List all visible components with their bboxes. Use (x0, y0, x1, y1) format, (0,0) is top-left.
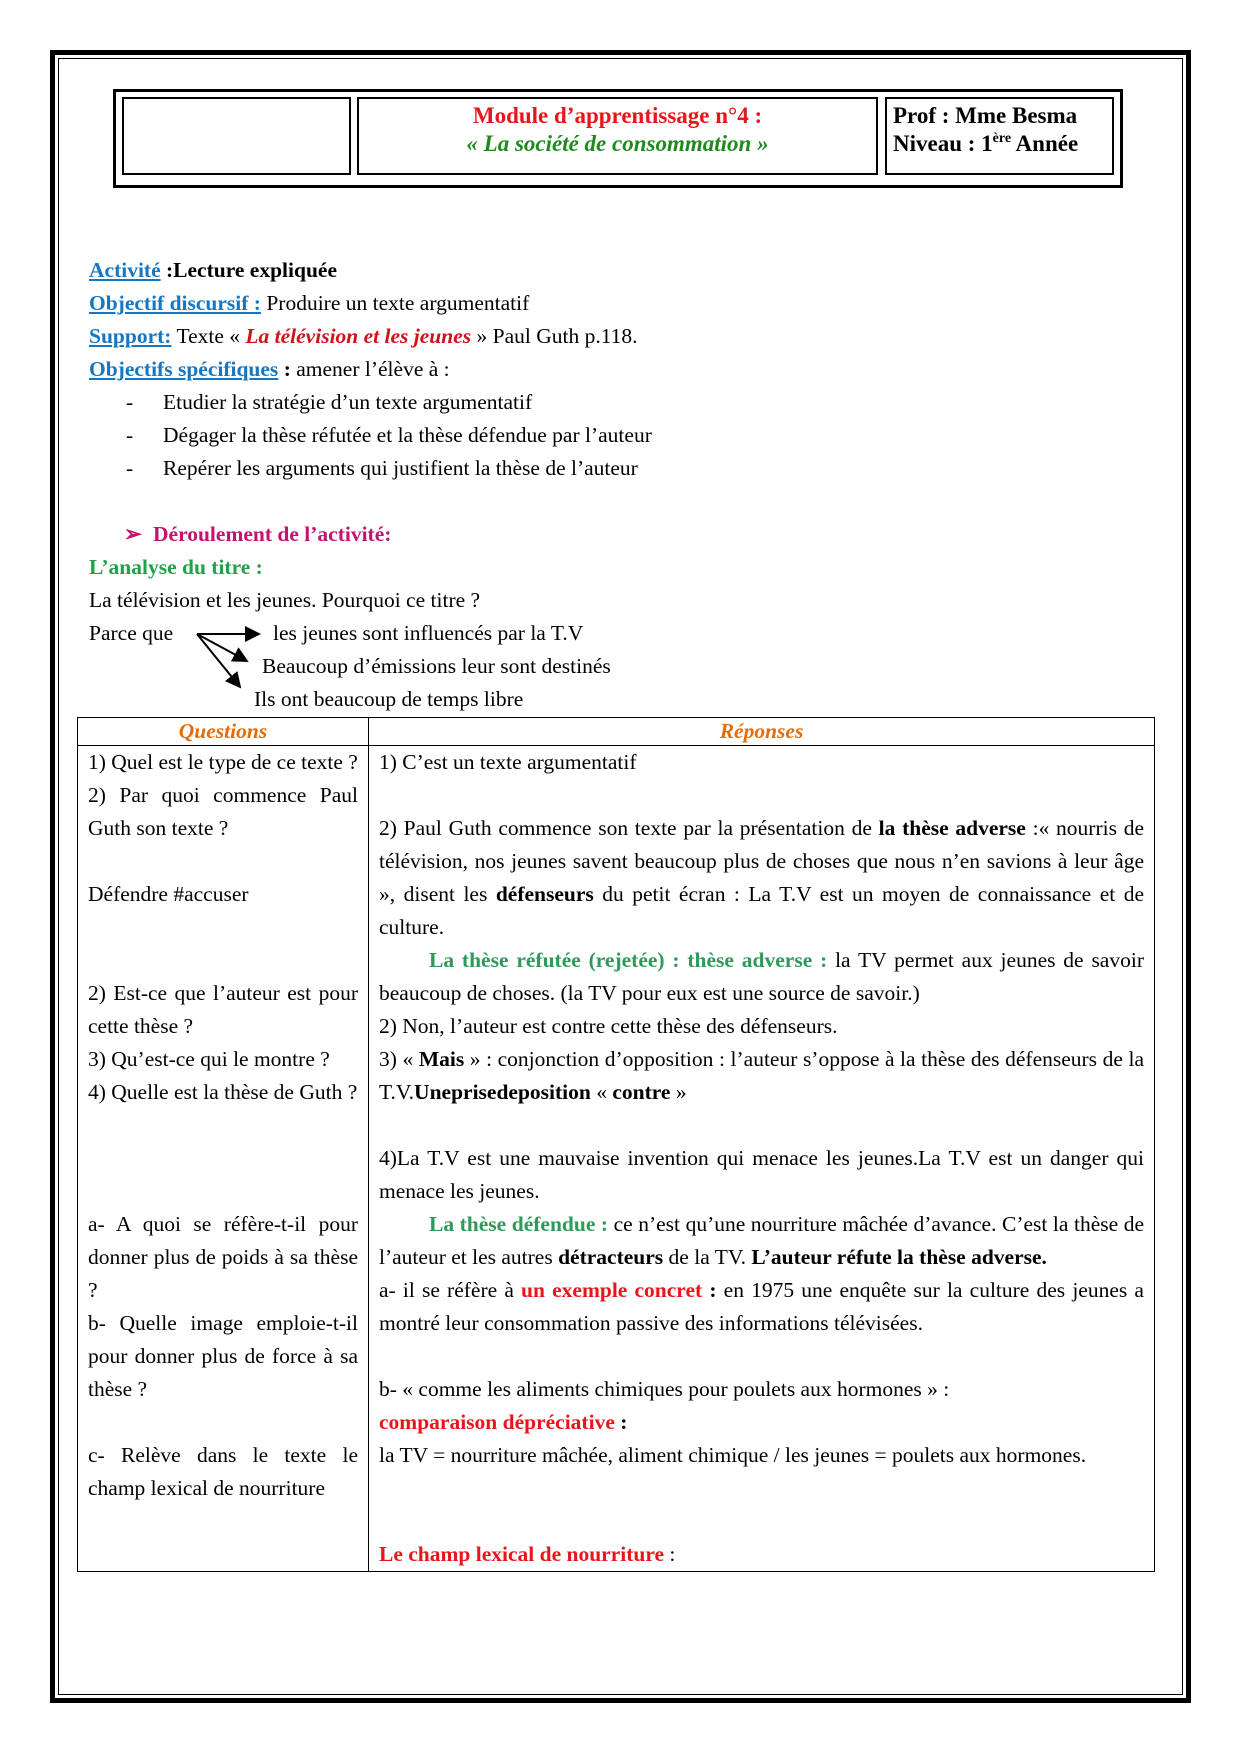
comparaison-detail: la TV = nourriture mâchée, aliment chimique / les jeunes = poulets aux hormones. (379, 1443, 1087, 1467)
reason-2: Beaucoup d’émissions leur sont destinés (262, 654, 611, 678)
ra-a: a- il se réfère à (379, 1278, 522, 1302)
these-defendue (379, 1208, 1144, 1274)
intro-section (89, 254, 1149, 716)
auteur-refute: L’auteur réfute la thèse adverse. (751, 1245, 1047, 1269)
question-1: 1) Quel est le type de ce texte ? (88, 750, 358, 774)
questions-answers-table (77, 717, 1155, 1572)
activite-label: Activité (89, 258, 161, 282)
defenseurs: défenseurs (495, 882, 594, 906)
prise-de-position: Uneprisedeposition (414, 1080, 591, 1104)
deroulement-title: Déroulement de l’activité: (153, 522, 392, 546)
rc-b: : (664, 1542, 676, 1566)
bullet-dash: - (126, 390, 134, 414)
bullet-text: Repérer les arguments qui justifient la thèse de l’auteur (163, 456, 638, 480)
question-4: 4) Quelle est la thèse de Guth ? (88, 1080, 358, 1104)
header-logo-cell (122, 97, 351, 175)
module-subtitle: « La société de consommation » (466, 131, 769, 156)
bullet-text: Etudier la stratégie d’un texte argumentatif (163, 390, 533, 414)
ra-d: en 1975 une enquête sur la culture des jeunes a montré leur consommation passive des informations télévisées. (379, 1278, 1144, 1335)
support-label: Support: (89, 324, 172, 348)
header-prof-cell (885, 97, 1114, 175)
support-line (89, 320, 1149, 353)
r2-c: :« nourris de télévision, nos jeunes savent beaucoup plus de choses que nous n’en savions à leur âge », disent les (379, 816, 1144, 906)
reason-3: Ils ont beaucoup de temps libre (254, 687, 524, 711)
comparaison-depreciative: comparaison dépréciative (379, 1410, 615, 1434)
response-2b: 2) Non, l’auteur est contre cette thèse des défenseurs. (379, 1014, 838, 1038)
r2-e: du petit écran : La T.V est un moyen de connaissance et de culture. (379, 882, 1144, 939)
objectif-value: Produire un texte argumentatif (260, 291, 530, 315)
question-2b: 2) Est-ce que l’auteur est pour cette thèse ? (88, 981, 358, 1038)
deroulement-heading (89, 518, 1149, 551)
r2-a: 2) Paul Guth commence son texte par la présentation de (379, 816, 879, 840)
r3-e: « (590, 1080, 613, 1104)
question-a: a- A quoi se réfère-t-il pour donner plus de poids à sa thèse ? (88, 1212, 358, 1302)
r4-a: ce n’est qu’une nourriture mâchée d’avance. C’est la thèse de l’auteur et les autres (379, 1212, 1144, 1269)
bullet-dash: - (126, 423, 134, 447)
these-refutee-text: la TV permet aux jeunes de savoir beaucoup de choses. (la TV pour eux est une source de savoir.) (379, 948, 1144, 1005)
r4-c: de la TV. (663, 1245, 752, 1269)
response-3 (379, 1043, 1144, 1109)
champ-lexical-label: Le champ lexical de nourriture (379, 1542, 665, 1566)
support-pre: Texte « (171, 324, 246, 348)
objectif-label: Objectif discursif : (89, 291, 261, 315)
bullet-text: Dégager la thèse réfutée et la thèse défendue par l’auteur (163, 423, 652, 447)
r3-c: » : conjonction d’opposition : l’auteur s’oppose à la thèse des défenseurs de la T.V. (379, 1047, 1144, 1104)
r3-a: 3) « (379, 1047, 419, 1071)
these-adverse: la thèse adverse (878, 816, 1026, 840)
header-table (113, 89, 1123, 188)
responses-cell (369, 746, 1155, 1572)
question-2-note: Défendre #accuser (88, 882, 249, 906)
comparaison-line (379, 1406, 1144, 1439)
specifiques-line (89, 353, 1149, 386)
these-refutee-label: La thèse réfutée (rejetée) : thèse adverse : (429, 948, 828, 972)
table-row (78, 746, 1155, 1572)
question-2: 2) Par quoi commence Paul Guth son texte ? (88, 783, 358, 840)
response-4: 4)La T.V est une mauvaise invention qui menace les jeunes.La T.V est un danger qui menace les jeunes. (379, 1146, 1144, 1203)
specifiques-value: amener l’élève à : (290, 357, 450, 381)
contre: contre (612, 1080, 671, 1104)
arrow-bullet-icon: ➢ (124, 522, 143, 546)
header-module-cell (357, 97, 878, 175)
bullet-item (89, 419, 1149, 452)
these-refutee (379, 944, 1144, 1010)
questions-header: Questions (78, 718, 369, 746)
objectif-line (89, 287, 1149, 320)
question-c: c- Relève dans le texte le champ lexical de nourriture (88, 1443, 358, 1500)
reasons-diagram (89, 617, 1149, 716)
activite-line (89, 254, 1149, 287)
prof-name: Prof : Mme Besma (893, 103, 1078, 128)
specifiques-colon: : (278, 357, 291, 381)
rb-c: : (614, 1410, 628, 1434)
ra-c: : (702, 1278, 717, 1302)
parce-que: Parce que (89, 621, 174, 645)
niveau (893, 130, 1112, 158)
response-a (379, 1274, 1144, 1340)
champ-lexical-line (379, 1538, 1144, 1571)
specifiques-label: Objectifs spécifiques (89, 357, 279, 381)
detracteurs: détracteurs (558, 1245, 664, 1269)
analyse-title: L’analyse du titre : (89, 555, 263, 579)
bullet-item (89, 452, 1149, 485)
question-b: b- Quelle image emploie-t-il pour donner plus de force à sa thèse ? (88, 1311, 358, 1401)
niveau-suffix: Année (1011, 131, 1079, 156)
response-1: 1) C’est un texte argumentatif (379, 750, 637, 774)
activite-value: :Lecture expliquée (160, 258, 337, 282)
support-title: La télévision et les jeunes (245, 324, 472, 348)
table-header-row (78, 718, 1155, 746)
these-defendue-label: La thèse défendue : (429, 1212, 609, 1236)
response-2 (379, 812, 1144, 944)
module-title: Module d’apprentissage n°4 : (472, 103, 763, 128)
niveau-prefix: Niveau : 1 (893, 131, 993, 156)
mais: Mais (418, 1047, 465, 1071)
support-post: » Paul Guth p.118. (471, 324, 638, 348)
bullet-item (89, 386, 1149, 419)
question-3: 3) Qu’est-ce qui le montre ? (88, 1047, 330, 1071)
reason-1: les jeunes sont influencés par la T.V (273, 621, 584, 645)
questions-cell (78, 746, 369, 1572)
responses-header: Réponses (369, 718, 1155, 746)
response-b: b- « comme les aliments chimiques pour poulets aux hormones » : (379, 1377, 950, 1401)
bullet-dash: - (126, 456, 134, 480)
exemple-concret: un exemple concret (521, 1278, 703, 1302)
niveau-sup: ère (992, 131, 1012, 146)
r3-g: » (670, 1080, 687, 1104)
analyse-question: La télévision et les jeunes. Pourquoi ce titre ? (89, 588, 481, 612)
